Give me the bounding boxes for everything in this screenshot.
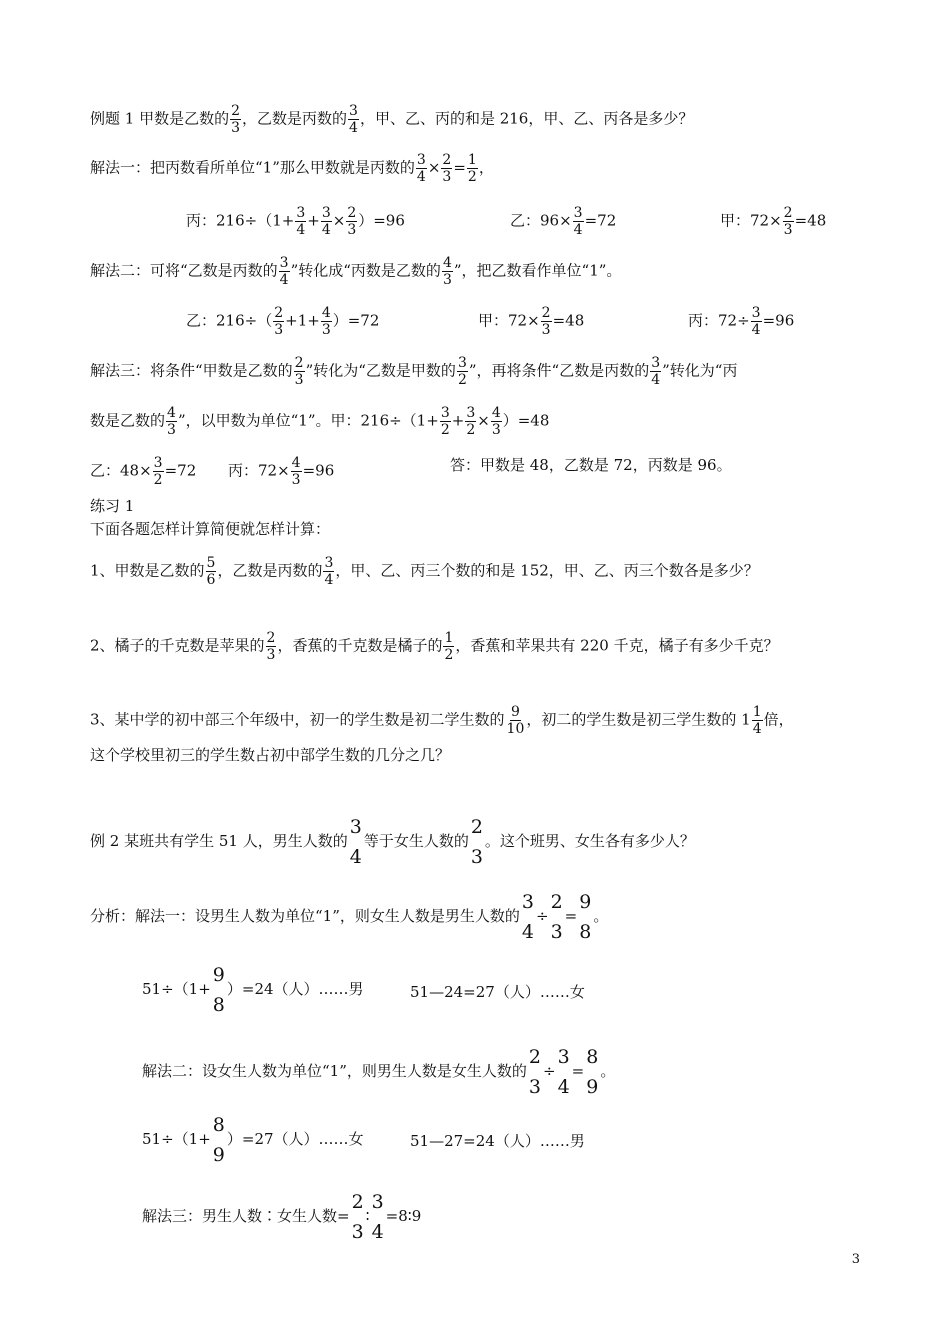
- text: 丙：72×: [228, 461, 290, 480]
- example2-method3: [142, 1190, 421, 1244]
- numerator: 2: [274, 305, 284, 321]
- example2-method1: [90, 890, 608, 944]
- example2-calc1-boys: [142, 963, 364, 1017]
- numerator: 3: [324, 555, 334, 571]
- fraction: [650, 355, 661, 388]
- example2-method2: [142, 1045, 615, 1099]
- example1-calc2-bing: [688, 305, 794, 338]
- fraction: [752, 704, 763, 737]
- example2-calc1-girls: 51—24=27（人）……女: [410, 983, 585, 1001]
- text: =96: [762, 311, 795, 330]
- numerator: 3: [153, 455, 163, 471]
- text: 51÷（1+: [142, 1130, 211, 1148]
- numerator: 9: [212, 964, 225, 986]
- example1-calc3-bing: [228, 455, 334, 488]
- numerator: 4: [442, 255, 452, 271]
- fraction: [491, 405, 502, 438]
- text: =72: [584, 211, 617, 230]
- numerator: 3: [416, 152, 426, 168]
- text: 数是乙数的: [90, 411, 166, 430]
- practice-question-3: [90, 704, 794, 737]
- text: ×: [427, 158, 441, 177]
- text: =72: [164, 461, 197, 480]
- fraction: [470, 815, 484, 869]
- denominator: 2: [153, 472, 163, 488]
- fraction: [321, 205, 332, 238]
- denominator: 9: [586, 1076, 599, 1098]
- fraction: [321, 305, 332, 338]
- practice-question-2: [90, 630, 779, 663]
- text: 乙：216÷（: [186, 311, 273, 330]
- denominator: 3: [291, 472, 301, 488]
- example2-calc2-boys: 51—27=24（人）……男: [410, 1132, 585, 1150]
- text: 等于女生人数的: [363, 832, 469, 850]
- numerator: 4: [321, 305, 331, 321]
- numerator: 3: [457, 355, 467, 371]
- denominator: 4: [371, 1221, 384, 1243]
- practice-question-3-cont: 这个学校里初三的学生数占初中部学生数的几分之几？: [90, 746, 451, 764]
- text: =96: [302, 461, 335, 480]
- denominator: 4: [349, 120, 358, 136]
- denominator: 3: [442, 169, 452, 185]
- text: 倍，: [763, 710, 794, 729]
- denominator: 2: [457, 372, 467, 388]
- text: ，甲、乙、丙的和是 216，甲、乙、丙各是多少？: [359, 109, 694, 128]
- practice-intro: 下面各题怎样计算简便就怎样计算：: [90, 520, 331, 538]
- text: ）=72: [332, 311, 380, 330]
- text: ）=96: [358, 211, 405, 230]
- fraction: [751, 305, 762, 338]
- denominator: 3: [167, 422, 176, 438]
- fraction: [230, 103, 241, 136]
- fraction: [153, 455, 164, 488]
- text: 51÷（1+: [142, 980, 211, 998]
- text: ）=24（人）……男: [226, 980, 364, 998]
- text: ，: [478, 158, 494, 177]
- denominator: 4: [521, 921, 534, 943]
- fraction: [457, 355, 468, 388]
- fraction: [467, 152, 478, 185]
- numerator: 3: [349, 103, 358, 119]
- text: 2、橘子的千克数是苹果的: [90, 636, 265, 655]
- denominator: 3: [231, 120, 241, 136]
- fraction: [346, 205, 357, 238]
- denominator: 4: [751, 322, 761, 338]
- text: 解法一：把丙数看所单位“1”那么甲数就是丙数的: [90, 158, 415, 177]
- numerator: 2: [347, 205, 357, 221]
- fraction: [521, 890, 535, 944]
- text: 解法二：设女生人数为单位“1”，则男生人数是女生人数的: [142, 1062, 527, 1080]
- fraction: [295, 205, 306, 238]
- text: ÷: [542, 1062, 556, 1080]
- denominator: 4: [573, 222, 583, 238]
- text: 。: [593, 907, 609, 925]
- numerator: 3: [651, 355, 661, 371]
- numerator: 2: [550, 891, 563, 913]
- fraction: [443, 630, 454, 663]
- numerator: 3: [751, 305, 761, 321]
- text: =8∶9: [385, 1207, 422, 1225]
- numerator: 2: [294, 355, 304, 371]
- fraction: [206, 555, 217, 588]
- fraction: [440, 405, 451, 438]
- example1-calc1-jia: [720, 205, 826, 238]
- text: =: [564, 907, 578, 925]
- fraction: [348, 103, 359, 136]
- numerator: 4: [291, 455, 301, 471]
- text: =: [571, 1062, 585, 1080]
- text: 乙：96×: [510, 211, 572, 230]
- example2-calc2-girls: [142, 1113, 364, 1167]
- denominator: 3: [442, 272, 452, 288]
- denominator: 4: [279, 272, 289, 288]
- numerator: 3: [349, 816, 362, 838]
- fraction: [506, 704, 526, 737]
- fraction: [371, 1190, 385, 1244]
- practice-title: 练习 1: [90, 497, 135, 515]
- denominator: 3: [541, 322, 551, 338]
- denominator: 8: [579, 921, 592, 943]
- numerator: 3: [573, 205, 583, 221]
- numerator: 9: [511, 704, 520, 720]
- fraction: [550, 890, 564, 944]
- numerator: 2: [470, 816, 483, 838]
- text: 解法三：男生人数∶女生人数=: [142, 1207, 350, 1225]
- fraction: [294, 355, 305, 388]
- fraction: [442, 255, 453, 288]
- fraction: [212, 1113, 226, 1167]
- fraction: [273, 305, 284, 338]
- numerator: 1: [752, 704, 762, 720]
- text: =48: [794, 211, 827, 230]
- numerator: 3: [557, 1046, 570, 1068]
- text: ”，把乙数看作单位“1”。: [453, 261, 622, 280]
- text: ×: [332, 211, 346, 230]
- numerator: 2: [266, 630, 276, 646]
- numerator: 8: [586, 1046, 599, 1068]
- numerator: 3: [466, 405, 476, 421]
- denominator: 4: [296, 222, 306, 238]
- text: ）=48: [502, 411, 550, 430]
- text: 3、某中学的初中部三个年级中，初一的学生数是初二学生数的: [90, 710, 505, 729]
- fraction: [279, 255, 290, 288]
- fraction: [291, 455, 302, 488]
- text: ，乙数是丙数的: [217, 561, 323, 580]
- denominator: 3: [470, 846, 483, 868]
- denominator: 9: [212, 1144, 225, 1166]
- text: ×: [477, 411, 490, 430]
- text: ÷: [535, 907, 549, 925]
- example1-method1: [90, 152, 494, 185]
- fraction: [212, 963, 226, 1017]
- fraction: [323, 555, 334, 588]
- numerator: 4: [167, 405, 176, 421]
- text: =48: [552, 311, 585, 330]
- text: 甲：72×: [720, 211, 782, 230]
- numerator: 2: [231, 103, 241, 119]
- numerator: 1: [444, 630, 454, 646]
- fraction: [351, 1190, 365, 1244]
- text: ”，以甲数为单位“1”。甲：216÷（1+: [177, 411, 439, 430]
- denominator: 3: [783, 222, 793, 238]
- page-number: 3: [851, 1252, 860, 1267]
- example1-method3-line2: [90, 405, 549, 438]
- denominator: 4: [416, 169, 426, 185]
- example1-answer: 答：甲数是 48，乙数是 72，丙数是 96。: [450, 456, 732, 474]
- text: 丙：216÷（1+: [186, 211, 295, 230]
- fraction: [541, 305, 552, 338]
- fraction: [465, 405, 476, 438]
- denominator: 4: [752, 721, 762, 737]
- fraction: [441, 152, 452, 185]
- text: 乙：48×: [90, 461, 152, 480]
- text: =: [453, 158, 466, 177]
- denominator: 3: [266, 647, 276, 663]
- denominator: 10: [506, 721, 525, 737]
- text: ”转化为“丙: [662, 361, 738, 380]
- numerator: 3: [321, 205, 331, 221]
- numerator: 5: [206, 555, 216, 571]
- text: +: [307, 211, 320, 230]
- fraction: [783, 205, 794, 238]
- denominator: 2: [467, 169, 477, 185]
- denominator: 4: [324, 572, 334, 588]
- numerator: 9: [579, 891, 592, 913]
- fraction: [573, 205, 584, 238]
- text: ，乙数是丙数的: [242, 109, 348, 128]
- denominator: 3: [321, 322, 331, 338]
- denominator: 4: [321, 222, 331, 238]
- numerator: 3: [371, 1191, 384, 1213]
- text: ）=27（人）……女: [226, 1130, 364, 1148]
- fraction: [266, 630, 277, 663]
- numerator: 2: [541, 305, 551, 321]
- denominator: 3: [351, 1221, 364, 1243]
- text: ∶: [365, 1207, 370, 1225]
- numerator: 2: [783, 205, 793, 221]
- numerator: 3: [521, 891, 534, 913]
- example1-question: [90, 103, 693, 136]
- fraction: [416, 152, 427, 185]
- numerator: 3: [296, 205, 306, 221]
- text: +1+: [285, 311, 320, 330]
- text: ，初二的学生数是初三学生数的 1: [526, 710, 751, 729]
- example1-calc3-yi: [90, 455, 196, 488]
- text: +: [451, 411, 465, 430]
- denominator: 2: [444, 647, 454, 663]
- denominator: 3: [491, 422, 501, 438]
- numerator: 3: [440, 405, 450, 421]
- numerator: 2: [442, 152, 452, 168]
- numerator: 2: [528, 1046, 541, 1068]
- fraction: [166, 405, 177, 438]
- practice-question-1: [90, 555, 759, 588]
- text: ”转化为“乙数是甲数的: [305, 361, 456, 380]
- text: 。: [600, 1062, 616, 1080]
- text: ”转化成“丙数是乙数的: [290, 261, 441, 280]
- text: 。这个班男、女生各有多少人？: [484, 832, 695, 850]
- denominator: 2: [440, 422, 450, 438]
- example2-question: [90, 815, 695, 869]
- example1-calc2-yi: [186, 305, 379, 338]
- denominator: 4: [651, 372, 661, 388]
- text: 1、甲数是乙数的: [90, 561, 205, 580]
- text: ，甲、乙、丙三个数的和是 152，甲、乙、丙三个数各是多少？: [335, 561, 759, 580]
- example1-calc1-bing: [186, 205, 405, 238]
- denominator: 2: [466, 422, 476, 438]
- text: 例题 1 甲数是乙数的: [90, 109, 230, 128]
- text: 解法二：可将“乙数是丙数的: [90, 261, 278, 280]
- example1-method2: [90, 255, 621, 288]
- denominator: 3: [528, 1076, 541, 1098]
- fraction: [528, 1045, 542, 1099]
- text: ，香蕉的千克数是橘子的: [277, 636, 443, 655]
- text: 甲：72×: [478, 311, 540, 330]
- fraction: [557, 1045, 571, 1099]
- text: 丙：72÷: [688, 311, 750, 330]
- fraction: [578, 890, 592, 944]
- text: ，香蕉和苹果共有 220 千克，橘子有多少千克？: [455, 636, 779, 655]
- fraction: [585, 1045, 599, 1099]
- text: 分析：解法一：设男生人数为单位“1”，则女生人数是男生人数的: [90, 907, 520, 925]
- numerator: 1: [467, 152, 477, 168]
- denominator: 3: [347, 222, 357, 238]
- text: 解法三：将条件“甲数是乙数的: [90, 361, 293, 380]
- denominator: 4: [557, 1076, 570, 1098]
- denominator: 3: [550, 921, 563, 943]
- example1-calc1-yi: [510, 205, 616, 238]
- fraction: [349, 815, 363, 869]
- denominator: 3: [294, 372, 304, 388]
- numerator: 3: [279, 255, 289, 271]
- denominator: 3: [274, 322, 284, 338]
- numerator: 2: [351, 1191, 364, 1213]
- text: 例 2 某班共有学生 51 人，男生人数的: [90, 832, 348, 850]
- denominator: 4: [349, 846, 362, 868]
- numerator: 8: [212, 1114, 225, 1136]
- example1-calc2-jia: [478, 305, 584, 338]
- example1-method3-line1: [90, 355, 737, 388]
- denominator: 8: [212, 994, 225, 1016]
- text: ”，再将条件“乙数是丙数的: [468, 361, 650, 380]
- numerator: 4: [491, 405, 501, 421]
- denominator: 6: [206, 572, 216, 588]
